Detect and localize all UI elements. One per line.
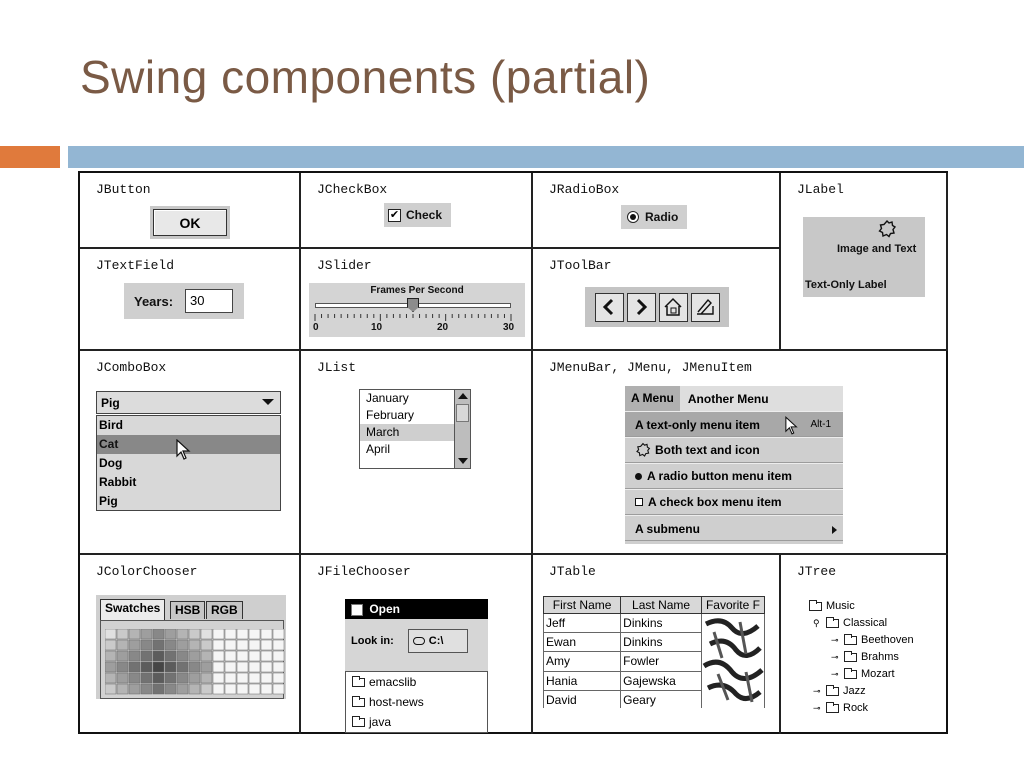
color-swatch[interactable] [117,673,128,683]
folder-icon [844,653,857,662]
combo-option[interactable]: Dog [99,456,123,470]
tree-node[interactable] [831,633,914,647]
slider-tick-label: 30 [503,322,515,333]
years-input[interactable]: 30 [185,289,233,313]
color-swatch[interactable] [249,640,260,650]
color-swatch[interactable] [201,629,212,639]
color-swatch[interactable] [141,662,152,672]
menubar [625,386,843,411]
jbutton-frame [150,206,230,239]
color-swatch[interactable] [141,640,152,650]
color-swatch[interactable] [213,684,224,694]
tree-node-label: Rock [843,702,869,714]
table-cell[interactable]: Dinkins [621,614,702,633]
tree-node-label: Brahms [861,651,899,663]
file-entry-name: java [369,715,392,729]
color-swatch[interactable] [261,673,272,683]
color-swatch[interactable] [153,684,164,694]
cell-jtable [533,555,781,734]
file-entry-name: host-news [369,695,424,709]
look-in-value: C:\ [428,635,444,647]
color-swatch[interactable] [141,651,152,661]
table-cell[interactable]: Geary [621,690,702,708]
color-swatch[interactable] [225,684,236,694]
color-swatch[interactable] [105,662,116,672]
pattern-image [702,614,764,706]
cell-jtree [781,555,948,734]
expanded-handle-icon[interactable]: ⚲ [813,617,820,628]
color-swatch[interactable] [273,662,284,672]
collapsed-handle-icon[interactable]: ⊸ [831,668,839,679]
back-icon [601,298,617,316]
textfield-frame [124,283,244,319]
collapsed-handle-icon[interactable]: ⊸ [831,651,839,662]
slider-tick-label: 10 [371,322,383,333]
color-swatch[interactable] [249,662,260,672]
color-swatch[interactable] [105,629,116,639]
cell-jtextfield [80,249,301,351]
tree-node[interactable] [831,650,899,664]
list-item[interactable]: April [366,442,391,456]
menu-item-label: A radio button menu item [647,469,792,483]
folder-icon [809,602,822,611]
tab-rgb[interactable]: RGB [206,601,243,619]
color-swatch[interactable] [177,673,188,683]
color-swatch[interactable] [141,684,152,694]
filechooser-dialog [345,599,488,733]
menu-item-label: A check box menu item [648,495,782,509]
tab-swatches[interactable]: Swatches [100,599,165,620]
color-swatch[interactable] [237,629,248,639]
combo-select[interactable] [96,391,281,414]
jlabel-frame [803,217,925,297]
color-swatch[interactable] [201,673,212,683]
color-swatch[interactable] [189,662,200,672]
color-swatch[interactable] [129,651,140,661]
tree-node-label: Jazz [843,685,866,697]
cell-title: JFileChooser [317,564,411,579]
table-cell[interactable]: David [544,690,621,708]
cog-icon [877,219,897,239]
combo-option[interactable]: Rabbit [99,475,137,489]
cell-title: JSlider [317,258,372,273]
checkbox-label: Check [406,208,443,222]
color-swatch[interactable] [141,629,152,639]
color-swatch[interactable] [261,662,272,672]
table-cell[interactable]: Dinkins [621,633,702,652]
color-swatch[interactable] [129,662,140,672]
java-icon [351,604,363,616]
slider-caption: Frames Per Second [370,285,464,296]
chevron-down-icon[interactable] [262,399,274,405]
menu-item-radio[interactable] [625,463,843,489]
drive-icon [413,637,425,645]
components-grid [78,171,948,734]
tab-hsb[interactable]: HSB [170,601,205,619]
list-item[interactable]: March [360,424,454,441]
color-swatch[interactable] [165,673,176,683]
color-swatch[interactable] [129,629,140,639]
write-icon [694,296,716,318]
tree-node[interactable] [809,599,855,613]
file-entry[interactable] [346,692,487,712]
years-label: Years: [134,293,174,309]
cell-title: JList [317,360,357,375]
table-cell[interactable]: Fowler [621,652,702,671]
cell-title: JLabel [797,182,844,197]
radio-frame[interactable] [621,205,687,229]
color-swatch[interactable] [165,629,176,639]
cell-title: JTextField [96,258,175,273]
table-header-row [544,597,765,614]
color-swatch[interactable] [153,662,164,672]
color-swatch[interactable] [165,640,176,650]
color-swatch[interactable] [189,684,200,694]
tree-node-label: Music [826,600,855,612]
cell-jlabel [781,173,948,351]
table-cell[interactable]: Jeff [544,614,621,633]
color-swatch[interactable] [189,651,200,661]
color-swatch[interactable] [153,673,164,683]
collapsed-handle-icon[interactable]: ⊸ [813,702,821,713]
color-swatch[interactable] [249,651,260,661]
color-swatch[interactable] [141,673,152,683]
cell-jradiobox [533,173,781,249]
collapsed-handle-icon[interactable]: ⊸ [831,634,839,645]
color-swatch[interactable] [261,640,272,650]
tree-node[interactable] [813,684,866,698]
color-swatch[interactable] [117,684,128,694]
tree-node-label: Mozart [861,668,895,680]
checkbox-icon [635,498,643,506]
cell-title: JCheckBox [317,182,388,197]
color-swatch[interactable] [249,629,260,639]
menu-item-label: A text-only menu item [635,418,760,432]
table-cell[interactable]: Ewan [544,633,621,652]
cell-jslider [301,249,533,351]
menu-a[interactable]: A Menu [625,386,680,411]
color-swatch[interactable] [177,662,188,672]
color-swatch[interactable] [213,673,224,683]
label-text-only: Text-Only Label [805,279,887,291]
cell-jcombobox [80,351,301,555]
slider-tick-label: 0 [313,322,319,333]
swatch-grid[interactable] [105,629,285,699]
list-item[interactable]: January [366,391,409,405]
color-swatch[interactable] [213,629,224,639]
color-swatch[interactable] [177,684,188,694]
swatch-panel [100,620,284,699]
checkbox-icon[interactable]: ✔ [389,208,400,221]
menu-item-check[interactable] [625,489,843,515]
menu-another[interactable]: Another Menu [687,391,769,406]
mouse-pointer-icon [785,416,799,436]
color-swatch[interactable] [165,651,176,661]
color-swatch[interactable] [237,640,248,650]
table-cell[interactable]: Hania [544,671,621,690]
table-row[interactable] [544,614,765,633]
color-swatch[interactable] [261,629,272,639]
combo-option[interactable]: Bird [99,418,123,432]
color-swatch[interactable] [117,629,128,639]
color-swatch[interactable] [225,640,236,650]
write-button[interactable] [691,293,720,322]
mouse-pointer-icon [176,439,192,461]
color-swatch[interactable] [225,651,236,661]
color-swatch[interactable] [273,651,284,661]
colorchooser-frame [96,595,286,699]
folder-icon [826,687,839,696]
radio-selected-icon [635,473,642,480]
dialog-title: Open [369,602,401,616]
home-button[interactable] [659,293,688,322]
radio-icon[interactable] [627,211,639,223]
cell-jmenu [533,351,948,555]
color-swatch[interactable] [201,662,212,672]
folder-icon [352,678,365,687]
table-cell[interactable]: Amy [544,652,621,671]
color-swatch[interactable] [165,684,176,694]
home-icon [662,297,684,317]
slide-title: Swing components (partial) [80,51,651,103]
color-swatch[interactable] [153,640,164,650]
folder-icon [844,670,857,679]
column-header[interactable]: Last Name [621,597,702,614]
color-swatch[interactable] [261,651,272,661]
file-entry[interactable] [346,712,487,732]
color-swatch[interactable] [273,629,284,639]
color-swatch[interactable] [237,651,248,661]
back-button[interactable] [595,293,624,322]
cell-jcolorchooser [80,555,301,734]
color-swatch[interactable] [213,651,224,661]
cell-title: JColorChooser [96,564,198,579]
color-swatch[interactable] [201,640,212,650]
color-swatch[interactable] [153,651,164,661]
tree-node[interactable] [831,667,895,681]
dialog-titlebar [345,599,488,619]
look-in-label: Look in: [351,635,394,647]
accent-bar-orange [0,146,60,168]
ok-button[interactable]: OK [153,209,227,236]
folder-icon [826,704,839,713]
file-entry-name: emacslib [369,675,417,689]
slider-tick-label: 20 [437,322,449,333]
collapsed-handle-icon[interactable]: ⊸ [813,685,821,696]
combo-dropdown [96,415,281,511]
column-header[interactable]: Favorite F [701,597,764,614]
color-swatch[interactable] [129,684,140,694]
color-swatch[interactable] [105,684,116,694]
color-swatch[interactable] [189,640,200,650]
cell-jtoolbar [533,249,781,351]
color-swatch[interactable] [261,684,272,694]
cell-title: JToolBar [549,258,612,273]
color-swatch[interactable] [225,673,236,683]
cell-jcheckbox [301,173,533,249]
folder-icon [352,698,365,707]
color-swatch[interactable] [117,651,128,661]
color-swatch[interactable] [213,662,224,672]
label-image-text: Image and Text [837,243,917,255]
color-swatch[interactable] [105,651,116,661]
combo-selected-value: Pig [101,395,120,410]
cell-jfilechooser [301,555,533,734]
color-swatch[interactable] [189,629,200,639]
color-swatch[interactable] [273,640,284,650]
column-header[interactable]: First Name [544,597,621,614]
color-swatch[interactable] [117,662,128,672]
color-swatch[interactable] [165,662,176,672]
cell-title: JTable [549,564,596,579]
look-in-combo[interactable] [408,629,468,653]
slider-thumb[interactable] [407,298,419,312]
color-swatch[interactable] [237,662,248,672]
menu-item-label: A submenu [635,522,700,536]
accent-bar-blue [68,146,1024,168]
color-swatch[interactable] [225,629,236,639]
color-swatch[interactable] [213,640,224,650]
color-swatch[interactable] [189,673,200,683]
menu-item-label: Both text and icon [655,443,760,457]
table-frame [543,596,765,708]
shortcut-label: Alt-1 [810,419,831,430]
tree-node[interactable] [813,616,887,630]
combo-option[interactable]: Cat [97,435,280,454]
combo-option[interactable]: Pig [99,494,118,508]
slider-tick-labels [309,322,525,334]
cell-title: JRadioBox [549,182,620,197]
color-swatch[interactable] [105,673,116,683]
folder-icon [844,636,857,645]
menu-item-both[interactable] [625,437,843,463]
checkbox-frame[interactable] [384,203,451,227]
forward-button[interactable] [627,293,656,322]
cell-title: JComboBox [96,360,167,375]
data-table [543,596,765,708]
toolbar-frame [585,287,729,327]
scroll-thumb[interactable] [456,404,469,422]
color-swatch[interactable] [201,684,212,694]
color-swatch[interactable] [129,640,140,650]
color-swatch[interactable] [117,640,128,650]
file-list [345,671,488,733]
list-item[interactable]: February [366,408,415,422]
submenu-arrow-icon [832,526,837,534]
look-in-row [345,629,488,653]
cell-title: JTree [797,564,837,579]
color-swatch[interactable] [105,640,116,650]
forward-icon [633,298,649,316]
color-swatch[interactable] [249,684,260,694]
file-entry[interactable] [346,672,487,692]
color-swatch[interactable] [177,651,188,661]
scroll-down-icon[interactable] [458,458,468,464]
color-swatch[interactable] [177,640,188,650]
cell-title: JMenuBar, JMenu, JMenuItem [549,360,752,375]
folder-icon [826,619,839,628]
color-swatch[interactable] [237,684,248,694]
color-swatch[interactable] [177,629,188,639]
tree-node[interactable] [813,701,868,715]
table-cell[interactable]: Gajewska [621,671,702,690]
cell-jlist [301,351,533,555]
cog-icon [635,442,651,458]
menu-item-submenu[interactable] [625,515,843,541]
color-swatch[interactable] [129,673,140,683]
color-swatch[interactable] [225,662,236,672]
table-image-cell [701,614,764,709]
cell-jbutton [80,173,301,249]
color-swatch[interactable] [249,673,260,683]
list-box [359,389,471,469]
list-scrollbar[interactable] [454,390,470,468]
color-swatch[interactable] [201,651,212,661]
radio-label: Radio [645,210,679,224]
menu-demo [625,386,843,544]
tree-node-label: Classical [843,617,888,629]
tree-node-label: Beethoven [861,634,914,646]
folder-icon [352,718,365,727]
color-swatch[interactable] [237,673,248,683]
color-swatch[interactable] [273,673,284,683]
scroll-up-icon[interactable] [458,393,468,399]
color-swatch[interactable] [153,629,164,639]
menu-item-text-only[interactable] [625,411,843,437]
color-swatch[interactable] [273,684,284,694]
slider-frame [309,283,525,337]
cell-title: JButton [96,182,151,197]
